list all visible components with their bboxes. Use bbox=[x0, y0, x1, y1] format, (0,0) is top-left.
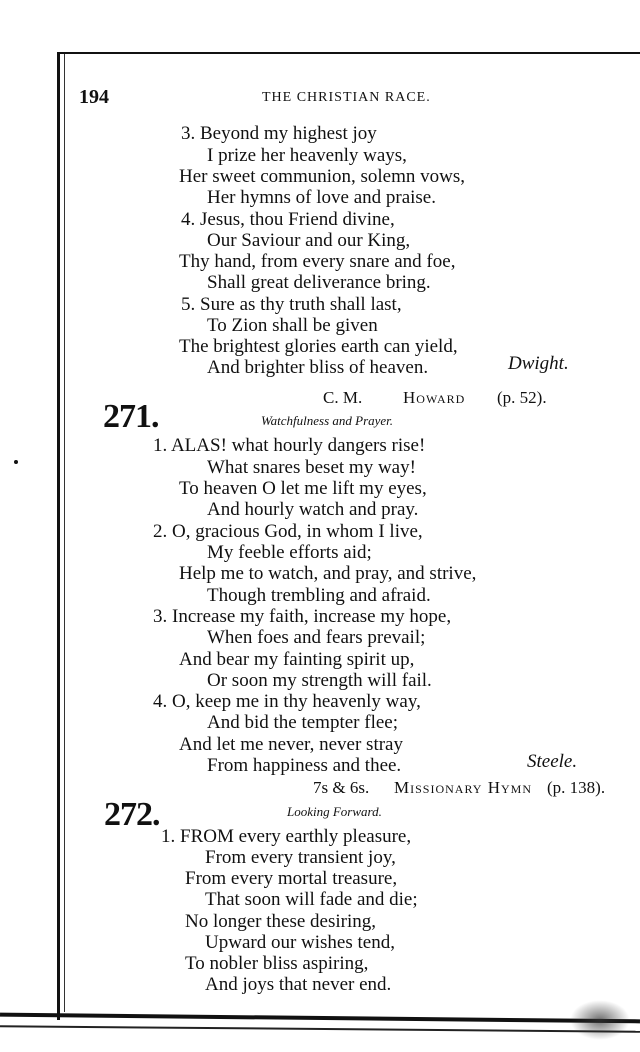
hymn-author: Steele. bbox=[527, 751, 578, 772]
hymn-subtitle: Looking Forward. bbox=[287, 804, 382, 819]
verse-line: 3. Increase my faith, increase my hope, bbox=[153, 606, 452, 627]
verse-line: To heaven O let me lift my eyes, bbox=[179, 478, 427, 499]
verse-line: 4. Jesus, thou Friend divine, bbox=[181, 209, 395, 230]
verse-line: And brighter bliss of heaven. bbox=[207, 357, 429, 378]
verse-line: Her hymns of love and praise. bbox=[207, 187, 436, 208]
ink-smudge bbox=[570, 1000, 630, 1040]
verse-line: The brightest glories earth can yield, bbox=[179, 336, 458, 357]
hymn-meter: C. M. bbox=[323, 388, 363, 407]
page-border-bottom-inner bbox=[0, 1025, 640, 1033]
verse-line: Or soon my strength will fail. bbox=[207, 670, 432, 691]
verse-line: No longer these desiring, bbox=[185, 911, 377, 932]
verse-line: 1. FROM every earthly pleasure, bbox=[161, 826, 412, 847]
verse-line: 1. ALAS! what hourly dangers rise! bbox=[153, 435, 426, 456]
hymn-tune-ref: (p. 138). bbox=[547, 778, 606, 797]
verse-line: And let me never, never stray bbox=[179, 734, 403, 755]
verse-line: That soon will fade and die; bbox=[205, 889, 418, 910]
verse-line: From every mortal treasure, bbox=[185, 868, 398, 889]
page-border-left bbox=[57, 52, 60, 1020]
verse-line: And bid the tempter flee; bbox=[207, 712, 398, 733]
hymn-number: 271. bbox=[103, 398, 159, 435]
hymn-tune-ref: (p. 52). bbox=[497, 388, 547, 407]
verse-line: To nobler bliss aspiring, bbox=[185, 953, 369, 974]
page-border-bottom bbox=[0, 1013, 640, 1024]
hymn-subtitle: Watchfulness and Prayer. bbox=[261, 413, 394, 428]
page-border-top bbox=[57, 52, 640, 54]
verse-line: I prize her heavenly ways, bbox=[207, 145, 407, 166]
hymn-meter: 7s & 6s. bbox=[313, 778, 370, 797]
verse-line: From happiness and thee. bbox=[207, 755, 402, 776]
verse-line: Thy hand, from every snare and foe, bbox=[179, 251, 456, 272]
verse-line: 2. O, gracious God, in whom I live, bbox=[153, 521, 423, 542]
verse-line: Shall great deliverance bring. bbox=[207, 272, 431, 293]
page-border-left-inner bbox=[64, 52, 65, 1012]
hymn-tune: Missionary Hymn bbox=[394, 778, 532, 797]
verse-line: Our Saviour and our King, bbox=[207, 230, 411, 251]
verse-line: 5. Sure as thy truth shall last, bbox=[181, 294, 402, 315]
verse-line: What snares beset my way! bbox=[207, 457, 416, 478]
verse-line: 4. O, keep me in thy heavenly way, bbox=[153, 691, 421, 712]
verse-line: When foes and fears prevail; bbox=[207, 627, 426, 648]
verse-line: Though trembling and afraid. bbox=[207, 585, 431, 606]
hymn-author: Dwight. bbox=[508, 353, 569, 374]
verse-line: And joys that never end. bbox=[205, 974, 392, 995]
verse-line: To Zion shall be given bbox=[207, 315, 378, 336]
verse-line: 3. Beyond my highest joy bbox=[181, 123, 377, 144]
page-number: 194 bbox=[79, 86, 109, 108]
ink-speck bbox=[14, 460, 18, 464]
verse-line: And hourly watch and pray. bbox=[207, 499, 419, 520]
verse-line: And bear my fainting spirit up, bbox=[179, 649, 415, 670]
verse-line: From every transient joy, bbox=[205, 847, 396, 868]
running-title: THE CHRISTIAN RACE. bbox=[262, 90, 431, 105]
verse-line: Her sweet communion, solemn vows, bbox=[179, 166, 466, 187]
verse-line: Upward our wishes tend, bbox=[205, 932, 395, 953]
verse-line: My feeble efforts aid; bbox=[207, 542, 372, 563]
hymn-tune: Howard bbox=[403, 388, 466, 407]
verse-line: Help me to watch, and pray, and strive, bbox=[179, 563, 477, 584]
hymn-number: 272. bbox=[104, 796, 160, 833]
